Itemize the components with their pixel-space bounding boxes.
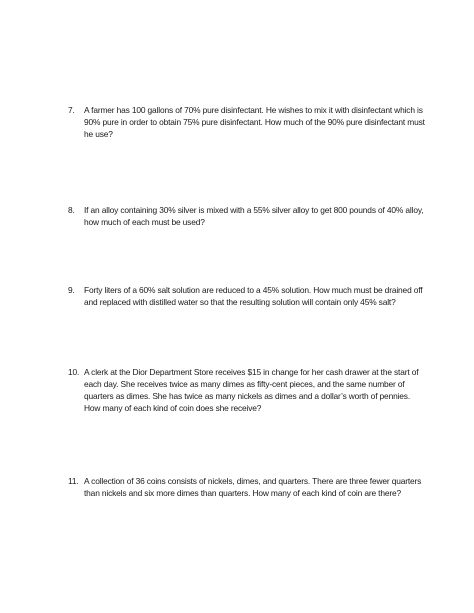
problem-8 (68, 204, 428, 228)
problem-text: Forty liters of a 60% salt solution are reduced to a 45% solution. How much must be drained off and replaced with distilled water so that the resulting solution will contain only 45% salt? (84, 285, 423, 307)
problem-11 (68, 475, 428, 499)
problem-9 (68, 284, 428, 308)
problem-number: 8. (68, 205, 75, 215)
problem-7 (68, 104, 428, 140)
problem-text: A farmer has 100 gallons of 70% pure disinfectant. He wishes to mix it with disinfectant which is 90% pure in order to obtain 75% pure disinfectant. How much of the 90% pure disinfectant must he use? (84, 105, 425, 139)
problem-text: A clerk at the Dior Department Store receives $15 in change for her cash drawer at the start of each day. She receives twice as many dimes as fifty-cent pieces, and the same number of quarters as dimes. She has twice as many nickels as dimes and a dollar’s worth of pennies. How many of each kind of coin does she receive? (84, 367, 419, 413)
problem-number: 9. (68, 285, 75, 295)
problem-text: A collection of 36 coins consists of nickels, dimes, and quarters. There are three fewer quarters than nickels and six more dimes than quarters. How many of each kind of coin are there? (84, 476, 422, 498)
problem-10 (68, 366, 428, 414)
problem-number: 7. (68, 105, 75, 115)
problem-number: 10. (68, 367, 80, 377)
problem-text: If an alloy containing 30% silver is mixed with a 55% silver alloy to get 800 pounds of 40% alloy, how much of each must be used? (84, 205, 424, 227)
problem-number: 11. (68, 476, 79, 486)
